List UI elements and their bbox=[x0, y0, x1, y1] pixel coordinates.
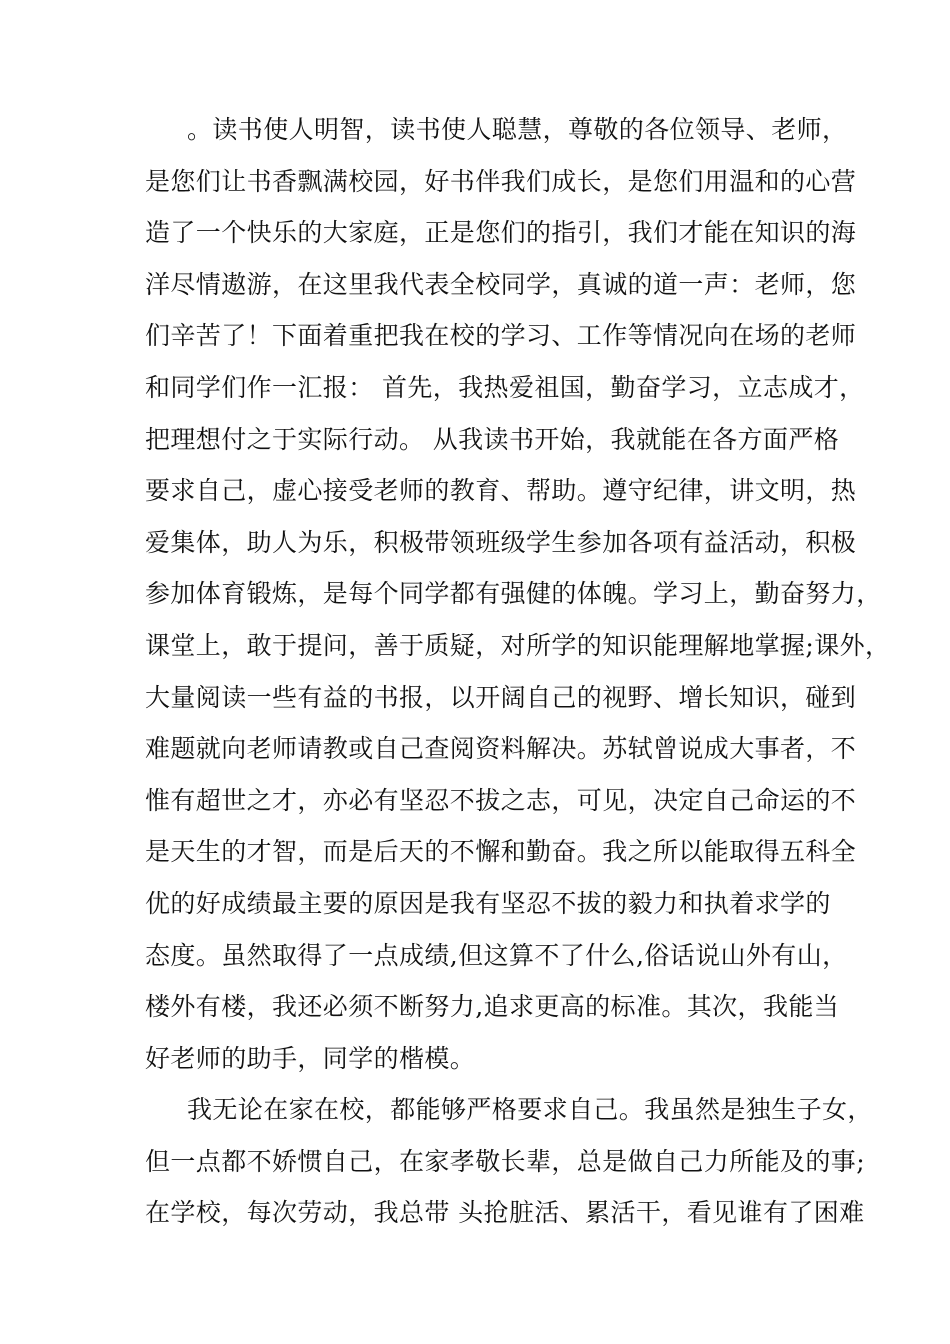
text-line: 我无论在家在校，都能够严格要求自己。我虽然是独生子女， bbox=[187, 1095, 873, 1125]
text-line: 要求自己，虚心接受老师的教育、帮助。遵守纪律，讲文明，热 bbox=[145, 476, 857, 506]
paragraph-2 bbox=[145, 1084, 873, 1239]
text-line: 但一点都不娇惯自己，在家孝敬长辈，总是做自己力所能及的事; bbox=[145, 1146, 866, 1176]
document-body bbox=[145, 104, 891, 1239]
text-line: 是您们让书香飘满校园，好书伴我们成长，是您们用温和的心营 bbox=[145, 166, 857, 196]
text-line: 课堂上，敢于提问，善于质疑，对所学的知识能理解地掌握;课外， bbox=[145, 630, 891, 660]
text-line: 把理想付之于实际行动。 从我读书开始，我就能在各方面严格 bbox=[145, 424, 840, 454]
text-line: 难题就向老师请教或自己查阅资料解决。苏轼曾说成大事者，不 bbox=[145, 734, 857, 764]
text-line: 爱集体，助人为乐，积极带领班级学生参加各项有益活动，积极 bbox=[145, 527, 857, 557]
text-line: 大量阅读一些有益的书报，以开阔自己的视野、增长知识，碰到 bbox=[145, 682, 857, 712]
text-line: 。读书使人明智，读书使人聪慧，尊敬的各位领导、老师， bbox=[187, 115, 848, 144]
paragraph-1 bbox=[145, 104, 891, 1084]
text-line: 洋尽情遨游，在这里我代表全校同学，真诚的道一声：老师，您 bbox=[145, 269, 857, 299]
text-line: 优的好成绩最主要的原因是我有坚忍不拔的毅力和执着求学的 bbox=[145, 888, 831, 918]
text-line: 好老师的助手，同学的楷模。 bbox=[145, 1043, 476, 1073]
text-line: 和同学们作一汇报： 首先，我热爱祖国，勤奋学习，立志成才， bbox=[145, 372, 865, 402]
text-line: 在学校，每次劳动，我总带 头抢脏活、累活干，看见谁有了困难 bbox=[145, 1198, 865, 1228]
text-line: 楼外有楼，我还必须不断努力,追求更高的标准。其次，我能当 bbox=[145, 992, 840, 1022]
text-line: 惟有超世之才，亦必有坚忍不拔之志，可见，决定自己命运的不 bbox=[145, 785, 857, 815]
text-line: 造了一个快乐的大家庭，正是您们的指引，我们才能在知识的海 bbox=[145, 218, 857, 248]
text-line: 是天生的才智，而是后天的不懈和勤奋。我之所以能取得五科全 bbox=[145, 837, 857, 867]
text-line: 们辛苦了！下面着重把我在校的学习、工作等情况向在场的老师 bbox=[145, 321, 857, 351]
text-line: 参加体育锻炼，是每个同学都有强健的体魄。学习上，勤奋努力， bbox=[145, 579, 882, 609]
text-line: 态度。虽然取得了一点成绩,但这算不了什么,俗话说山外有山， bbox=[145, 940, 848, 970]
